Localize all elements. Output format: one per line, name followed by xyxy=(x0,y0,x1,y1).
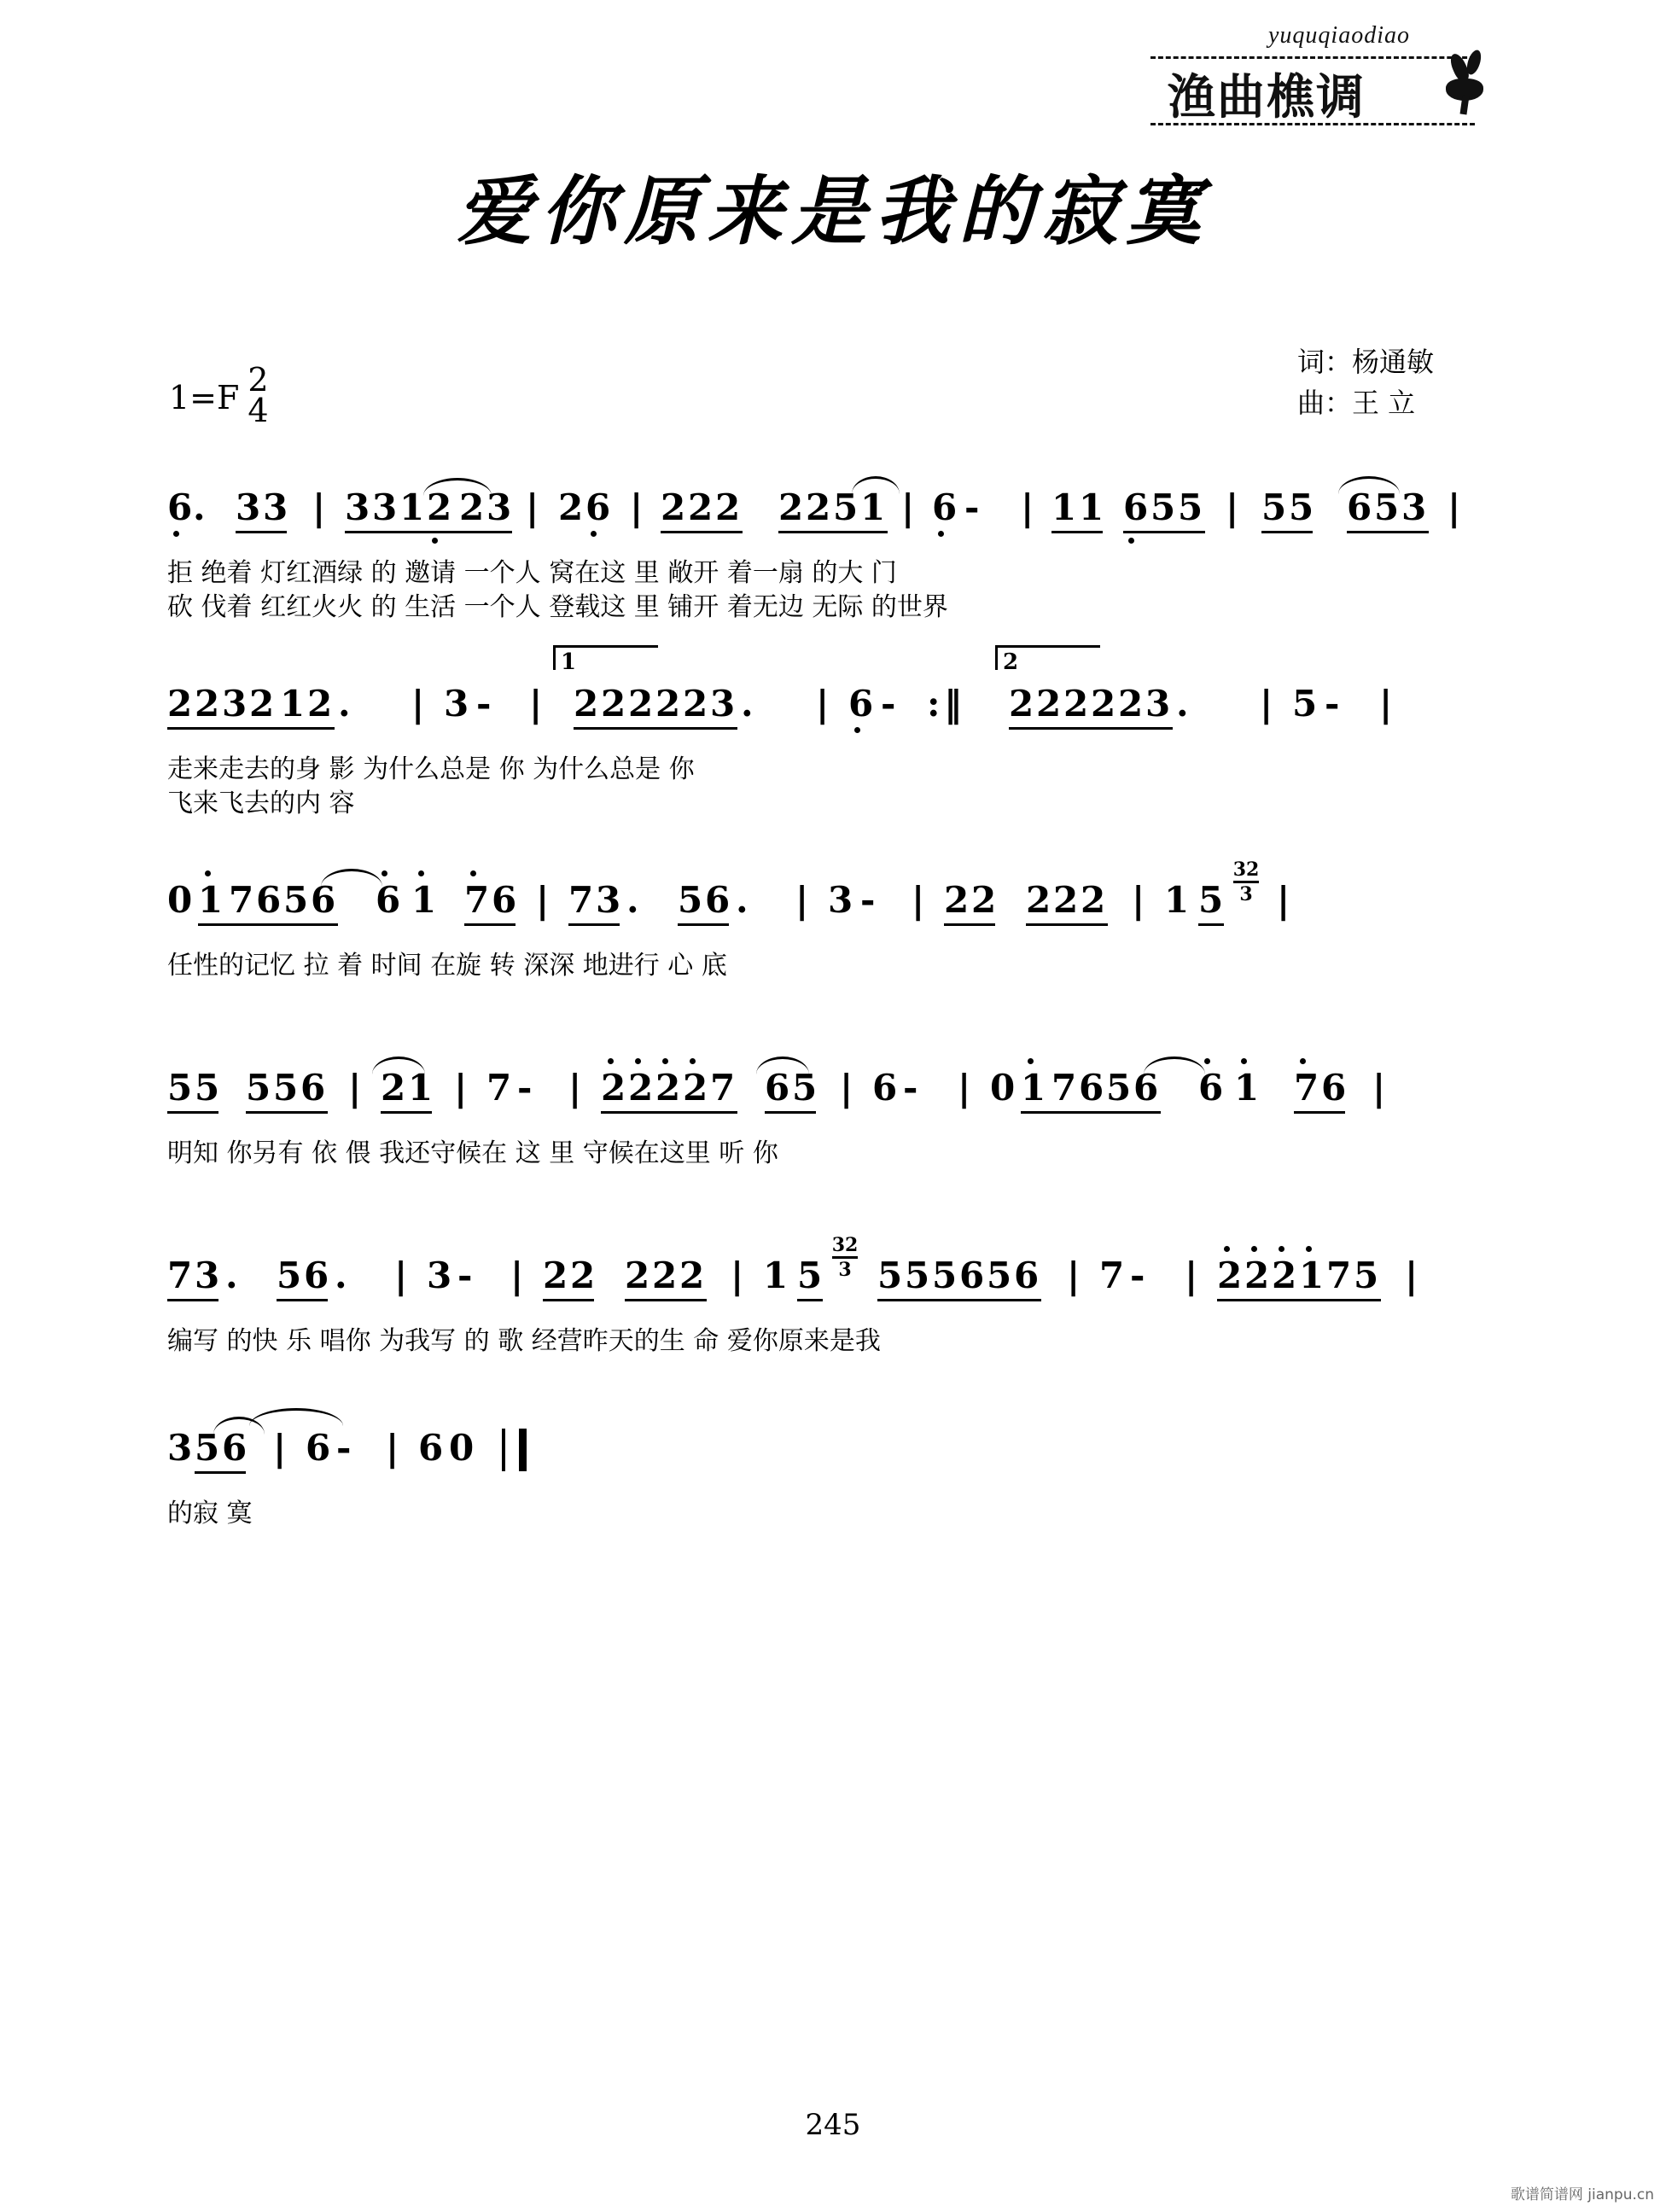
credits-block xyxy=(1297,341,1434,423)
music-system-6 xyxy=(167,1427,1533,1528)
logo-pinyin: yuquqiaodiao xyxy=(1268,22,1410,49)
key-label: 1=F xyxy=(169,379,240,417)
time-signature xyxy=(248,361,269,430)
lyrics-line-1: 明知 你另有 依 偎 我还守候在 这 里 守候在这里 听 你 xyxy=(167,1138,778,1168)
logo-divider-bottom xyxy=(1150,123,1475,125)
lyrics-line-1: 的寂 寞 xyxy=(167,1499,253,1528)
page-number: 245 xyxy=(805,2108,861,2142)
lyricist-credit: 词：杨通敏 xyxy=(1297,346,1435,378)
publisher-logo xyxy=(1142,15,1500,126)
fish-brush-mark-icon xyxy=(1439,49,1492,116)
notation-row: 6 . 3 3 | 3 3 1 2 2 3 | 2 6 | 2 2 2 2 2 5 1 | 6 - | 1 1 6 5 5 | 5 5 6 5 3 | xyxy=(167,486,1533,539)
music-system-5 xyxy=(167,1234,1533,1356)
lyrics-line-1: 编写 的快 乐 唱你 为我写 的 歌 经营昨天的生 命 爱你原来是我 xyxy=(167,1326,881,1356)
music-system-4 xyxy=(167,1067,1533,1168)
key-signature xyxy=(169,361,269,430)
volta-bracket-2: 2 xyxy=(995,645,1100,670)
site-credit: 歌谱简谱网 jianpu.cn xyxy=(1510,2186,1654,2203)
lyrics-line-1: 走来走去的身 影 为什么总是 你 为什么总是 你 xyxy=(167,754,695,784)
music-system-1 xyxy=(167,486,1533,622)
notation-row: 3 5 6 | 6 - | 6 0 xyxy=(167,1427,1533,1480)
lyrics-line-1: 任性的记忆 拉 着 时间 在旋 转 深深 地进行 心 底 xyxy=(167,951,727,981)
lyrics-line-2: 飞来飞去的内 容 xyxy=(167,789,355,818)
music-system-3 xyxy=(167,859,1533,981)
notation-row: 5 5 5 5 6 | 2 1 | 7 - | 2 2 2 2 7 6 5 | 6 - | 0 1 7 6 5 6 6 1 7 6 | xyxy=(167,1067,1533,1120)
meter-numerator: 2 xyxy=(248,361,269,399)
lyrics-line-1: 拒 绝着 灯红酒绿 的 邀请 一个人 窝在这 里 敞开 着一扇 的大 门 xyxy=(167,558,897,588)
page-title: 爱你原来是我的寂寞 xyxy=(456,166,1209,255)
composer-credit: 曲：王 立 xyxy=(1297,387,1416,419)
notation-row: 0 1 7 6 5 6 6 1 7 6 | 7 3 . 5 6 . | 3 - | 2 2 2 2 2 | 1 5 32 3 | xyxy=(167,879,1533,932)
logo-chinese-name: 渔曲樵调 xyxy=(1168,69,1366,125)
meter-denominator: 4 xyxy=(248,392,269,430)
lyrics-line-2: 砍 伐着 红红火火 的 生活 一个人 登载这 里 铺开 着无边 无际 的世界 xyxy=(167,592,948,622)
notation-row: 7 3 . 5 6 . | 3 - | 2 2 2 2 2 | 1 5 32 3 5 5 5 6 5 6 | 7 - | 2 2 2 1 7 5 | xyxy=(167,1254,1533,1307)
music-system-2 xyxy=(167,649,1533,818)
notation-row: 2 2 3 2 1 2 . | 3 - | 2 2 2 2 2 3 . | 6 - : ‖ 2 2 2 2 2 3 . | 5 - | xyxy=(167,683,1533,736)
volta-bracket-1: 1 xyxy=(553,645,658,670)
logo-divider-top xyxy=(1150,56,1475,59)
